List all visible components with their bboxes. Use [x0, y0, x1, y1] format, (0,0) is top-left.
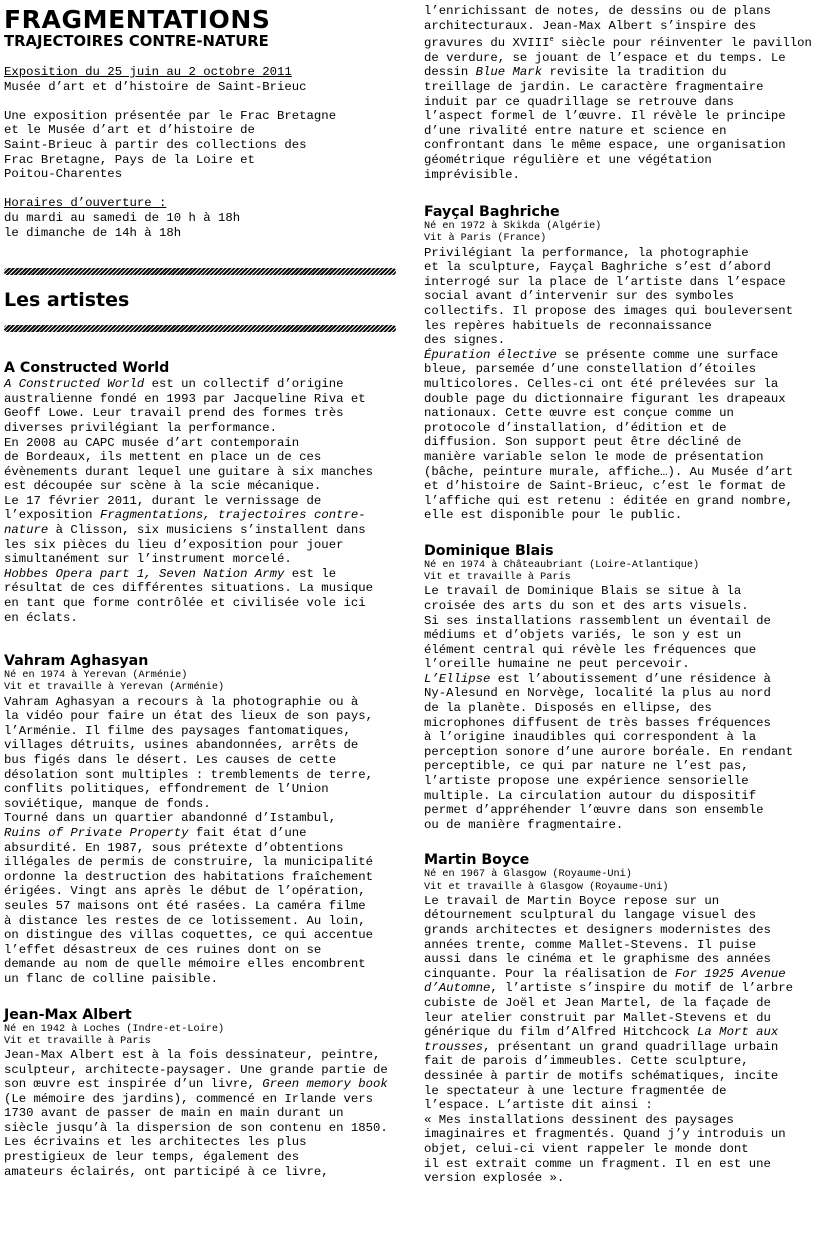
artist-birth: Né en 1967 à Glasgow (Royaume-Uni): [424, 869, 632, 881]
artist-name: A Constructed World: [4, 360, 170, 377]
page-title: FRAGMENTATIONS: [4, 5, 271, 34]
artist-text: A Constructed World est un collectif d’origine australienne fondé en 1993 par Jacqueline Riva et Geoff Lowe. Leur travail prend des formes très diverses privilégiant la performance. En 2008 au CAPC musée d’art contemporain de Bordeaux, ils mettent en place un de ces évènements durant lequel une guitare à six manches est découpée sur scène à la scie mécanique. Le 17 février 2011, durant le vernissage de l’exposition Fragmentations, trajectoires contre- nature à Clisson, six musiciens s’installent dans les six pièces du lieu d’exposition pour jouer simultanément sur l’instrument morcelé. Hobbes Opera part 1, Seven Nation Army est le résultat de ces différentes situations. La musique en tant que forme contrôlée et civilisée vole ici en éclats.: [4, 377, 373, 625]
intro-text: Une exposition présentée par le Frac Bretagne et le Musée d’art et d’histoire de Saint-Brieuc à partir des collections des Frac Bretagne, Pays de la Loire et Poitou-Charentes: [4, 108, 337, 182]
exhibition-dates: Exposition du 25 juin au 2 octobre 2011: [4, 65, 292, 79]
right-column: [424, 0, 816, 1186]
artist-name: Fayçal Baghriche: [424, 204, 560, 221]
artist-text-continued: l’enrichissant de notes, de dessins ou de plans architecturaux. Jean-Max Albert s’inspire des gravures du XVIIIe siècle pour réinventer le pavillon de verdure, se jouant de l’espace et du temps. Le dessin Blue Mark revisite la tradition du treillage de jardin. Le caractère fragmentaire induit par ce quadrillage se retrouve dans l’aspect formel de l’œuvre. Il révèle le principe d’une rivalité entre nature et science en confrontant dans le même espace, une organisation géométrique régulière et une végétation imprévisible.: [424, 4, 812, 182]
artist-birth: Né en 1974 à Yerevan (Arménie): [4, 670, 188, 682]
artist-residence: Vit et travaille à Glasgow (Royaume-Uni): [424, 881, 669, 893]
artist-birth: Né en 1942 à Loches (Indre-et-Loire): [4, 1023, 225, 1035]
artist-a-constructed-world: [4, 360, 396, 625]
section-title: Les artistes: [4, 289, 130, 312]
museum-name: Musée d’art et d’histoire de Saint-Brieuc: [4, 79, 307, 94]
artist-vahram-aghasyan: [4, 653, 396, 986]
artist-birth: Né en 1972 à Skikda (Algérie): [424, 221, 602, 233]
artist-text: Privilégiant la performance, la photographie et la sculpture, Fayçal Baghriche s’est d’abord interrogé sur la place de l’artiste dans l’espace social avant d’intervenir sur des symboles collectifs. Il propose des images qui bouleversent les repères habituels de reconnaissance des signes. Épuration élective se présente comme une surface bleue, parsemée d’une constellation d’étoiles multicolores. Celles-ci ont été prélevées sur la double page du dictionnaire figurant les drapeaux nationaux. Cette œuvre est conçue comme un protocole d’installation, d’édition et de diffusion. Son support peut être décliné de manière variable selon le mode de présentation (bâche, peinture murale, affiche…). Au Musée d’art et d’histoire de Saint-Brieuc, c’est le format de l’affiche qui est retenu : éditée en grand nombre, elle est disponible pour le public.: [424, 245, 793, 523]
artist-jean-max-albert: [4, 1007, 396, 1180]
artist-text: Jean-Max Albert est à la fois dessinateur, peintre, sculpteur, architecte-paysager. Une grande partie de son œuvre est inspirée d’un livre, Green memory book (Le mémoire des jardins), commencé en Irlande vers 1730 avant de passer de main en main durant un siècle jusqu’à la dispersion de son contenu en 1850. Les écrivains et les architectes les plus prestigieux de leur temps, également des amateurs éclairés, ont participé à ce livre,: [4, 1047, 388, 1179]
artist-dominique-blais: [424, 543, 816, 833]
artist-name: Vahram Aghasyan: [4, 653, 149, 670]
artist-martin-boyce: [424, 852, 816, 1185]
artist-faycal-baghriche: [424, 204, 816, 523]
left-column: [4, 0, 396, 1179]
artist-text: Vahram Aghasyan a recours à la photographie ou à la vidéo pour faire un état des lieux de son pays, l’Arménie. Il filme des paysages fantomatiques, villages détruits, usines abandonnées, arrêts de bus figés dans le désert. Les causes de cette désolation sont multiples : tremblements de terre, conflits politiques, effondrement de l’Union soviétique, manque de fonds. Tourné dans un quartier abandonné d’Istambul, Ruins of Private Property fait état d’une absurdité. En 1987, sous prétexte d’obtentions illégales de permis de construire, la municipalité ordonne la destruction des habitations fraîchement érigées. Vingt ans après le début de l’opération, seules 57 maisons ont été rasées. La caméra filme à distance les restes de ce lotissement. Au loin, on distingue des villas coquettes, ce qui accentue l’effet désastreux de ces ruines dont on se demande au nom de quelle mémoire elles encombrent un flanc de colline paisible.: [4, 694, 373, 986]
artist-text: Le travail de Martin Boyce repose sur un détournement sculptural du langage visuel des grands architectes et designers modernistes des années trente, comme Mallet-Stevens. Il puise aussi dans le cinéma et le graphisme des années cinquante. Pour la réalisation de For 1925 Avenue d’Automne, l’artiste s’inspire du motif de l’arbre cubiste de Joël et Jean Martel, de la façade de leur atelier construit par Mallet-Stevens et du générique du film d’Alfred Hitchcock La Mort aux trousses, présentant un grand quadrillage urbain fait de parois d’immeubles. Cette sculpture, dessinée à partir de motifs schématiques, incite le spectateur à une lecture fragmentée de l’espace. L’artiste dit ainsi : « Mes installations dessinent des paysages imaginaires et fragmentés. Quand j’y introduis un objet, celui-ci vient rappeler le monde dont il est extrait comme un fragment. Il en est une version explosée ».: [424, 893, 793, 1186]
artist-name: Martin Boyce: [424, 852, 530, 869]
artist-residence: Vit et travaille à Paris: [4, 1035, 151, 1047]
divider-top: [4, 268, 396, 275]
artist-residence: Vit à Paris (France): [424, 233, 547, 245]
artist-residence: Vit et travaille à Paris: [424, 572, 571, 584]
hours-label: Horaires d’ouverture :: [4, 196, 167, 211]
artist-name: Jean-Max Albert: [4, 1006, 132, 1023]
artist-birth: Né en 1974 à Châteaubriant (Loire-Atlantique): [424, 559, 700, 571]
page-subtitle: TRAJECTOIRES CONTRE-NATURE: [4, 33, 269, 50]
divider-bottom: [4, 325, 396, 332]
artist-name: Dominique Blais: [424, 542, 554, 559]
opening-hours: du mardi au samedi de 10 h à 18h le dimanche de 14h à 18h: [4, 210, 241, 240]
artist-text: Le travail de Dominique Blais se situe à la croisée des arts du son et des arts visuels. Si ses installations rassemblent un éventail de médiums et d’objets variés, le son y est un élément central qui révèle les fréquences que l’oreille humaine ne peut percevoir. L’Ellipse est l’aboutissement d’une résidence à Ny-Alesund en Norvège, localité la plus au nord de la planète. Disposés en ellipse, des microphones diffusent de très basses fréquences à l’origine inaudibles qui correspondent à la perception sonore d’une aurore boréale. En rendant perceptible, ce qui par nature ne l’est pas, l’artiste propose une expérience sensorielle multiple. La circulation autour du dispositif permet d’appréhender l’œuvre dans son ensemble ou de manière fragmentaire.: [424, 584, 793, 832]
artist-residence: Vit et travaille à Yerevan (Arménie): [4, 682, 225, 694]
